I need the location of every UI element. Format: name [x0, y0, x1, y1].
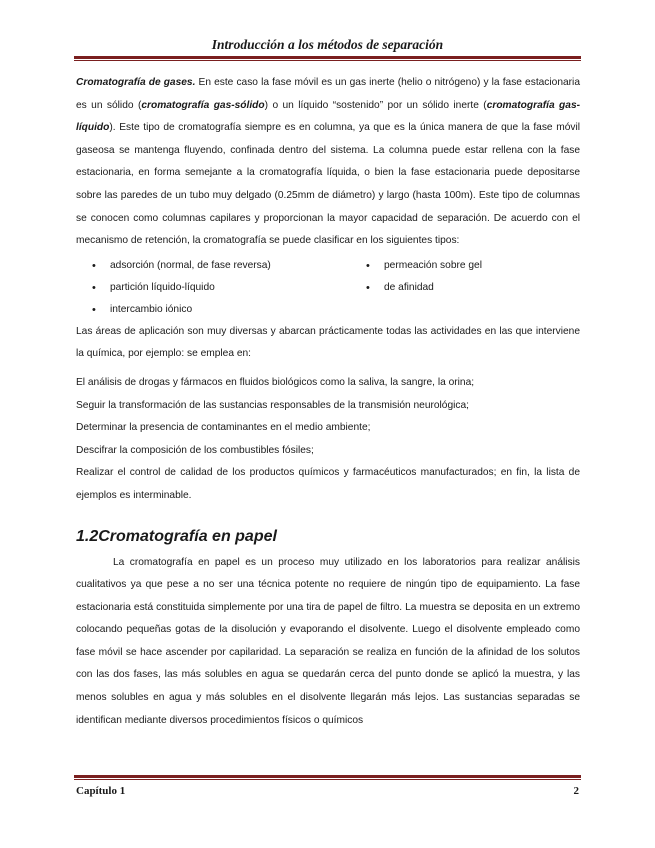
footer-chapter: Capítulo 1: [76, 785, 126, 797]
intro-text-1: En este caso la fase móvil es un gas inerte (helio o nitrógeno) y la fase estacionaria es un sólido (: [76, 77, 580, 111]
intro-emphasis-1: cromatografía gas-sólido: [141, 99, 265, 111]
application-line: Descifrar la composición de los combustibles fósiles;: [76, 444, 314, 456]
application-line: Determinar la presencia de contaminantes en el medio ambiente;: [76, 422, 371, 434]
intro-lead: Cromatografía de gases.: [76, 77, 196, 88]
section-heading: 1.2Cromatografía en papel: [76, 527, 277, 545]
intro-text-3: ). Este tipo de cromatografía siempre es en columna, ya que es la única manera de que la fase móvil gaseosa se mantenga fluyendo, confinada dentro del sistema. La columna puede estar rellena con la fase estacionaria, en forma semejante a la cromatografía líquida, o bien la fase estacionaria puede depositarse sobre las paredes de un tubo muy delgado (0.25mm de diámetro) y largo (hasta 100m). Este tipo de columnas se conocen como columnas capilares y proporcionan la mayor capacidad de separación. De acuerdo con el mecanismo de retención, la cromatografía se puede clasificar en los siguientes tipos:: [76, 122, 580, 247]
page-number: 2: [573, 785, 579, 797]
applications-intro: Las áreas de aplicación son muy diversas y abarcan prácticamente todas las actividades en las que interviene la química, por ejemplo: se emplea en:: [76, 325, 580, 360]
page-content: [76, 72, 580, 732]
section-body: La cromatografía en papel es un proceso muy utilizado en los laboratorios para realizar análisis cualitativos ya que pese a no ser una técnica potente no requiere de ningún tipo de equipamiento. La fase estacionaria está constituida simplemente por una tira de papel de filtro. La muestra se deposita en un extremo colocando pequeñas gotas de la disolución y evaporando el disolvente. Luego el disolvente empleado como fase móvil se hace ascender por capilaridad. La separación se realiza en función de la afinidad de los solutos con las dos fases, las más solubles en agua se quedarán cerca del punto donde se aplicó la muestra, y las menos solubles en agua y más solubles en el disolvente llegarán más lejos. Las sustancias separadas se identifican mediante diversos procedimientos físicos o químicos: [76, 556, 580, 726]
footer-rule: [74, 775, 581, 778]
footer-rule-thin: [74, 779, 581, 780]
intro-paragraph: [76, 72, 580, 253]
application-line: El análisis de drogas y fármacos en fluidos biológicos como la saliva, la sangre, la orina;: [76, 376, 475, 388]
application-line: Seguir la transformación de las sustancias responsables de la transmisión neurológica;: [76, 399, 469, 411]
header-rule: [74, 56, 581, 59]
types-list: • adsorción (normal, de fase reversa) • permeación sobre gel • partición líquido-líquido • de afinidad • intercambio iónico: [92, 259, 482, 316]
header-rule-thin: [74, 60, 581, 61]
intro-text-2: ) o un líquido “sostenido” por un sólido inerte (: [264, 99, 487, 111]
application-line: Realizar el control de calidad de los productos químicos y farmacéuticos manufacturados; en fin, la lista de ejemplos es interminable.: [76, 467, 580, 501]
page-header-title: Introducción a los métodos de separación: [211, 37, 444, 52]
intro-emphasis-2: cromatografía gas-líquido: [76, 99, 580, 134]
